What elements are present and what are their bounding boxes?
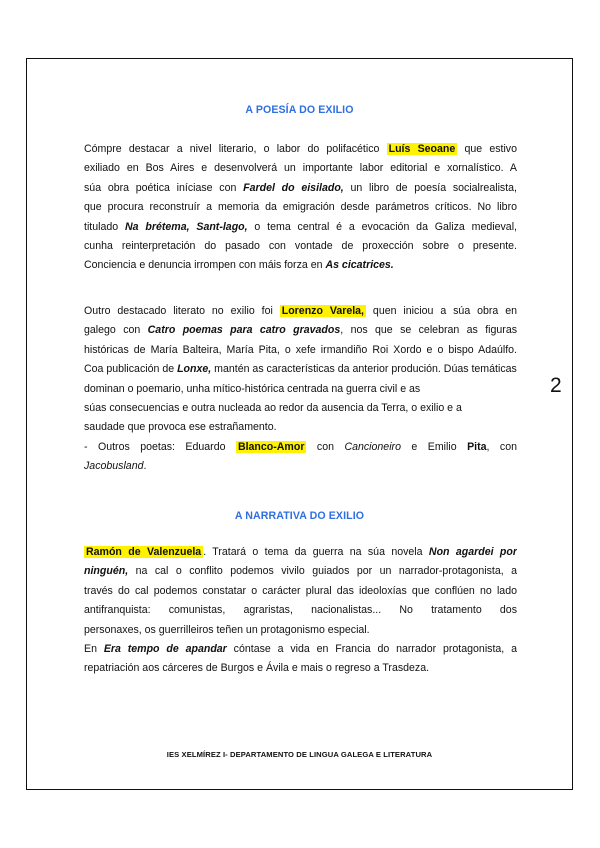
book-title: Non agardei por	[428, 546, 517, 558]
text-line: galego con Catro poemas para catro gravados, nos que se celebran as figuras	[84, 324, 517, 337]
section-title-narrativa: A NARRATIVA DO EXILIO	[234, 510, 365, 522]
text-line: Jacobusland.	[84, 460, 147, 473]
book-title: Jacobusland	[84, 460, 144, 473]
text-line: Conciencia e denuncia irrompen con máis forza en As cicatrices.	[84, 259, 394, 272]
text-line: repatriación aos cárceres de Burgos e Ávila e mais o regreso a Trasdeza.	[84, 662, 430, 675]
text-line: Cómpre destacar a nivel literario, o labor do polifacético Luís Seoane que estivo	[84, 143, 517, 155]
book-title: As cicatrices.	[325, 259, 394, 272]
text-line: ninguén, na cal o conflito podemos vivilo guiados por un narrador-protagonista, a	[84, 565, 517, 578]
paragraph-seoane	[84, 140, 517, 276]
text-line: saudade que provoca ese estrañamento.	[84, 421, 277, 434]
highlighted-name: Luís Seoane	[388, 143, 456, 155]
book-title: ninguén,	[84, 565, 129, 578]
paragraph-valenzuela	[84, 543, 517, 679]
text-line: Coa publicación de Lonxe, mantén as características da anterior produción. Dúas temáticas	[84, 363, 517, 376]
text-line: Outro destacado literato no exilio foi Lorenzo Varela, quen iniciou a súa obra en	[84, 305, 517, 317]
text-line: súa obra poética iníciase con Fardel do eisilado, un libro de poesía socialrealista,	[84, 181, 517, 194]
text-line: titulado Na brétema, Sant-lago, o tema central é a evocación da Galiza medieval,	[84, 220, 517, 233]
book-title: Catro poemas para catro gravados	[147, 324, 341, 337]
text-line: que procura reconstruír a memoria da emigración desde parámetros críticos. No libro	[84, 201, 517, 214]
highlighted-name: Ramón de Valenzuela	[86, 546, 202, 558]
highlighted-name: Lorenzo Varela,	[281, 305, 365, 317]
text-line: exiliado en Bos Aires e desenvolverá un importante labor editorial e xornalístico. A	[84, 162, 517, 175]
text-line: súas consecuencias e outra nucleada ao redor da ausencia da Terra, o exilio e a	[84, 401, 462, 414]
book-title: Lonxe,	[177, 363, 212, 376]
page-number: 2	[550, 374, 562, 397]
text-line: antifranquista: comunistas, agraristas, nacionalistas... No tratamento dos	[84, 604, 517, 617]
text-line: En Era tempo de apandar cóntase a vida en Francia do narrador protagonista, a	[84, 642, 517, 655]
book-title: Era tempo de apandar	[103, 642, 227, 655]
book-title: Fardel do eisilado,	[243, 181, 344, 194]
text-line: personaxes, os guerrilleiros teñen un protagonismo especial.	[84, 623, 370, 636]
book-title: Cancioneiro	[344, 440, 401, 453]
text-line: Ramón de Valenzuela . Tratará o tema da guerra na súa novela Non agardei por	[86, 546, 517, 558]
text-line: través do cal podemos constatar o carácter plural das ideoloxías que conflúen no lado	[84, 584, 517, 597]
author-name: Pita	[467, 440, 487, 453]
text-line: cunha reinterpretación do pasado con vontade de proxección sobre o presente.	[84, 239, 517, 252]
book-title: Na brétema, Sant-lago,	[125, 220, 248, 233]
highlighted-name: Blanco-Amor	[237, 440, 305, 453]
paragraph-varela	[84, 302, 517, 477]
text-line: históricas de María Balteira, María Pita, o xefe irmandiño Roi Xordo e o bispo Adaúlfo.	[84, 343, 517, 356]
section-title-poesia: A POESÍA DO EXILIO	[245, 104, 354, 116]
text-line: dominan o poemario, unha mítico-histórica centrada na guerra civil e as	[84, 382, 421, 395]
text-line: - Outros poetas: Eduardo Blanco-Amor con Cancioneiro e Emilio Pita, con	[84, 440, 517, 453]
footer: IES XELMÍREZ I- DEPARTAMENTO DE LINGUA GALEGA E LITERATURA	[166, 750, 433, 759]
